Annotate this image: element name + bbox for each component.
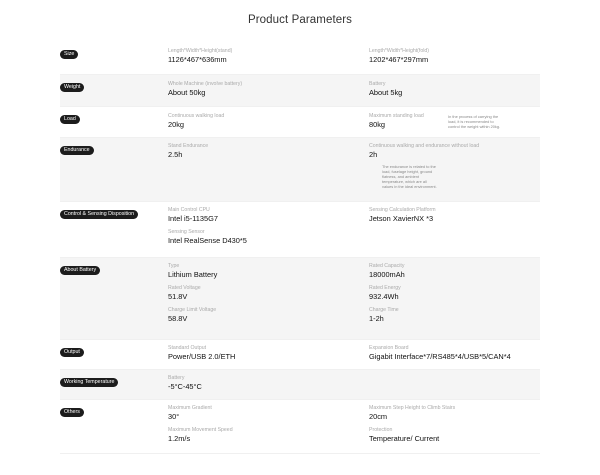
- battery-energy-value: 932.4Wh: [369, 292, 399, 301]
- battery-voltage-label: Rated Voltage: [168, 285, 201, 291]
- weight-machine-value: About 50kg: [168, 88, 206, 97]
- tag-output: Output: [60, 348, 84, 357]
- others-gradient-label: Maximum Gradient: [168, 405, 212, 411]
- row-weight: [60, 75, 540, 107]
- battery-limit-label: Charge Limit Voltage: [168, 307, 217, 313]
- load-note: [448, 114, 500, 129]
- weight-battery-label: Battery: [369, 81, 386, 87]
- load-standing-value: 80kg: [369, 120, 386, 129]
- others-protection-value: Temperature/ Current: [369, 434, 440, 443]
- endurance-walking-label: Continuous walking and endurance without load: [369, 143, 480, 149]
- size-fold-value: 1202*467*297mm: [369, 55, 429, 64]
- battery-type-label: Type: [168, 263, 180, 269]
- load-standing-label: Maximum standing load: [369, 113, 424, 119]
- tag-control-sensing: Control & Sensing Disposition: [60, 210, 138, 219]
- size-stand-value: 1126*467*636mm: [168, 55, 227, 64]
- tag-endurance: Endurance: [60, 146, 94, 155]
- parameters-table: [60, 42, 540, 454]
- row-control-sensing: [60, 202, 540, 258]
- size-stand-label: Length*Width*Height(stand): [168, 48, 233, 54]
- tag-battery: About Battery: [60, 266, 100, 275]
- output-expansion-value: Gigabit Interface*7/RS485*4/USB*5/CAN*4: [369, 352, 511, 361]
- temperature-battery-label: Battery: [168, 375, 185, 381]
- temperature-battery-value: -5°C-45°C: [168, 382, 202, 391]
- control-sensor-label: Sensing Sensor: [168, 229, 205, 235]
- others-speed-label: Maximum Movement Speed: [168, 427, 233, 433]
- control-platform-label: Sensing Calculation Platform: [369, 207, 436, 213]
- weight-battery-value: About 5kg: [369, 88, 403, 97]
- tag-weight: Weight: [60, 83, 84, 92]
- load-note-line: In the process of carrying the: [448, 114, 499, 119]
- battery-type-value: Lithium Battery: [168, 270, 218, 279]
- others-gradient-value: 30°: [168, 412, 180, 421]
- row-size: [60, 42, 540, 75]
- output-expansion-label: Expansion Board: [369, 345, 409, 351]
- control-cpu-value: Intel i5-1135G7: [168, 214, 218, 223]
- battery-energy-label: Rated Energy: [369, 285, 401, 291]
- battery-charge-time-label: Charge Time: [369, 307, 399, 313]
- battery-capacity-value: 18000mAh: [369, 270, 405, 279]
- endurance-walking-value: 2h: [369, 150, 378, 159]
- row-battery: [60, 258, 540, 340]
- load-note-line: load, it is recommended to: [448, 119, 494, 124]
- control-cpu-label: Main Control CPU: [168, 207, 210, 213]
- battery-capacity-label: Rated Capacity: [369, 263, 405, 269]
- control-platform-value: Jetson XavierNX *3: [369, 214, 434, 223]
- row-working-temperature: [60, 370, 540, 400]
- size-fold-label: Length*Width*Height(fold): [369, 48, 429, 54]
- tag-working-temperature: Working Temperature: [60, 378, 118, 387]
- row-others: [60, 400, 540, 454]
- battery-limit-value: 58.8V: [168, 314, 188, 323]
- weight-machine-label: Whole Machine (involve battery): [168, 81, 243, 87]
- battery-voltage-value: 51.8V: [168, 292, 188, 301]
- load-note-line: control the weight within 20kg.: [448, 124, 501, 129]
- output-standard-label: Standard Output: [168, 345, 207, 351]
- row-output: [60, 340, 540, 370]
- load-walking-value: 20kg: [168, 120, 185, 129]
- row-endurance: [60, 138, 540, 202]
- others-step-label: Maximum Step Height to Climb Stairs: [369, 405, 456, 411]
- tag-size: Size: [60, 50, 78, 59]
- others-protection-label: Protection: [369, 427, 393, 433]
- endurance-note: [382, 164, 437, 189]
- endurance-stand-label: Stand Endurance: [168, 143, 209, 149]
- endurance-note-line: The endurance is related to the: [382, 164, 436, 169]
- endurance-note-line: values in the ideal environment.: [382, 184, 437, 189]
- endurance-note-line: temperature, which are all: [382, 179, 427, 184]
- endurance-stand-value: 2.5h: [168, 150, 183, 159]
- endurance-note-line: load, fuselage height, ground: [382, 169, 433, 174]
- tag-others: Others: [60, 408, 84, 417]
- battery-charge-time-value: 1-2h: [369, 314, 384, 323]
- output-standard-value: Power/USB 2.0/ETH: [168, 352, 236, 361]
- others-step-value: 20cm: [369, 412, 388, 421]
- control-sensor-value: Intel RealSense D430*5: [168, 236, 247, 245]
- load-walking-label: Continuous walking load: [168, 113, 225, 119]
- endurance-note-line: flatness, and ambient: [382, 174, 419, 179]
- page-title: Product Parameters: [247, 14, 353, 26]
- tag-load: Load: [60, 115, 80, 124]
- row-load: [60, 107, 540, 138]
- others-speed-value: 1.2m/s: [168, 434, 191, 443]
